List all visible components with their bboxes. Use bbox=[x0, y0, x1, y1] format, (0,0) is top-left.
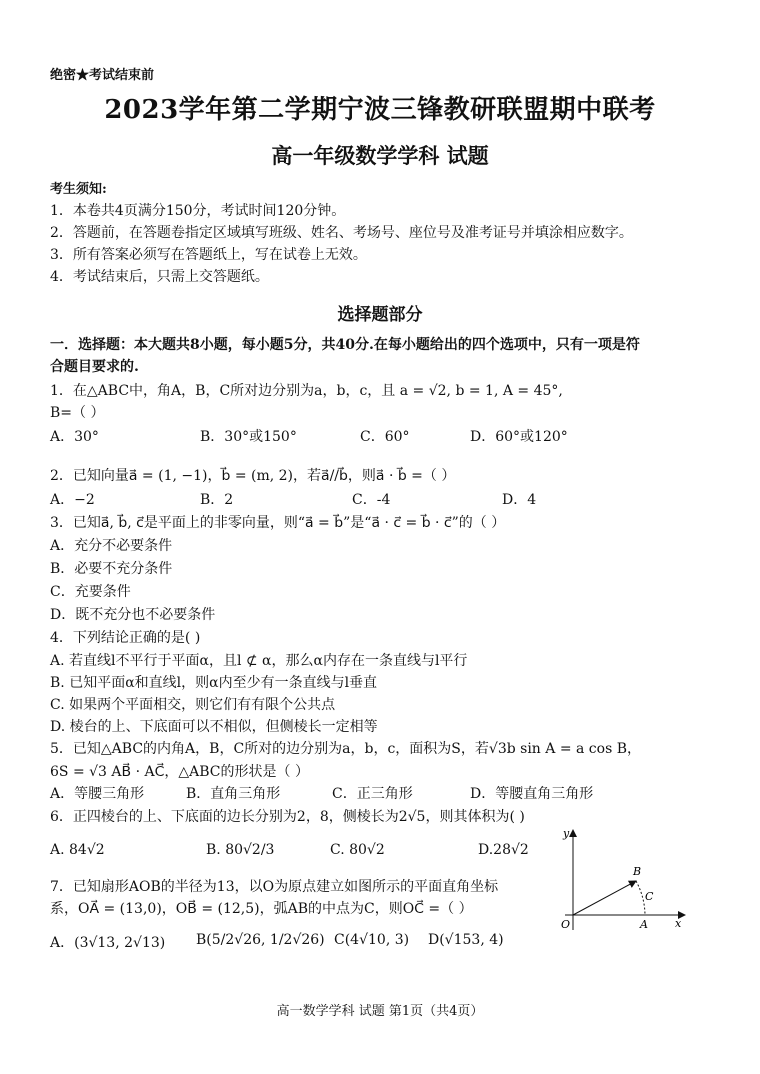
q4-option-a: A. 若直线l不平行于平面α，且l ⊄ α，那么α内存在一条直线与l平行 bbox=[50, 653, 468, 669]
exam-subtitle: 高一年级数学学科 试题 bbox=[271, 143, 489, 168]
q2-option-c: C．-4 bbox=[352, 492, 391, 508]
exam-title: 2023学年第二学期宁波三锋教研联盟期中联考 bbox=[104, 95, 656, 125]
label-y: y bbox=[563, 827, 570, 840]
q2-option-a: A．−2 bbox=[50, 492, 95, 508]
q5-stem-line-1: 5．已知△ABC的内角A，B，C所对的边分别为a，b，c，面积为S，若√3b sin A = a cos B， bbox=[50, 741, 641, 757]
label-o: O bbox=[561, 918, 571, 931]
q7-option-a: A．(3√13, 2√13) bbox=[50, 935, 166, 951]
q3-stem: 3．已知a⃗, b⃗, c⃗是平面上的非零向量，则“a⃗ = b⃗”是“a⃗ · c⃗ = b⃗ · c⃗”的（ ） bbox=[50, 515, 506, 531]
q1-option-a: A．30° bbox=[50, 429, 99, 445]
q2-option-b: B．2 bbox=[200, 492, 234, 508]
q1-stem-line-2: B=（ ） bbox=[50, 405, 105, 421]
q6-option-c: C. 80√2 bbox=[330, 842, 385, 858]
q5-option-c: C．正三角形 bbox=[332, 786, 413, 802]
q1-stem-line-1: 1．在△ABC中，角A，B，C所对边分别为a，b，c，且 a = √2, b = 1, A = 45°, bbox=[50, 383, 563, 399]
notice-heading: 考生须知: bbox=[50, 182, 107, 197]
part-intro-line-2: 合题目要求的. bbox=[50, 359, 139, 375]
label-c: C bbox=[645, 890, 654, 903]
q7-stem-line-2: 系，OA⃗ = (13,0)，OB⃗ = (12,5)，弧AB的中点为C，则OC⃗ =（ ） bbox=[50, 901, 473, 917]
q7-stem-line-1: 7．已知扇形AOB的半径为13，以O为原点建立如图所示的平面直角坐标 bbox=[50, 879, 499, 895]
notice-item-1: 1．本卷共4页满分150分，考试时间120分钟。 bbox=[50, 203, 346, 219]
q4-option-b: B. 已知平面α和直线l，则α内至少有一条直线与l垂直 bbox=[50, 675, 378, 691]
label-b: B bbox=[633, 865, 642, 878]
q6-option-d: D.28√2 bbox=[478, 842, 529, 858]
q7-option-c: C(4√10, 3) bbox=[334, 932, 410, 948]
section-title: 选择题部分 bbox=[337, 305, 423, 325]
q3-option-b: B．必要不充分条件 bbox=[50, 561, 173, 577]
page-footer: 高一数学学科 试题 第1页（共4页） bbox=[276, 1004, 484, 1019]
q3-option-d: D．既不充分也不必要条件 bbox=[50, 607, 216, 623]
q5-stem-line-2: 6S = √3 AB⃗ · AC⃗，△ABC的形状是（ ） bbox=[50, 764, 309, 780]
confidential-label: 绝密★考试结束前 bbox=[50, 68, 155, 83]
q2-stem: 2．已知向量a⃗ = (1, −1)，b⃗ = (m, 2)，若a⃗//b⃗，则a⃗ · b⃗ =（ ） bbox=[50, 468, 456, 484]
q7-option-b: B(5/2√26, 1/2√26) bbox=[196, 932, 325, 948]
q3-option-a: A．充分不必要条件 bbox=[50, 538, 173, 554]
arc-ab bbox=[636, 881, 645, 915]
q5-option-d: D．等腰直角三角形 bbox=[470, 786, 594, 802]
q4-option-d: D. 棱台的上、下底面可以不相似，但侧棱长一定相等 bbox=[50, 719, 378, 735]
sector-coordinate-figure bbox=[545, 825, 695, 935]
label-a: A bbox=[640, 918, 648, 931]
part-intro-line-1: 一．选择题：本大题共8小题，每小题5分，共40分.在每小题给出的四个选项中，只有一项是符 bbox=[50, 337, 640, 353]
q3-option-c: C．充要条件 bbox=[50, 584, 131, 600]
q4-stem: 4．下列结论正确的是( ) bbox=[50, 630, 201, 646]
q1-option-c: C．60° bbox=[360, 429, 410, 445]
q7-option-d: D(√153, 4) bbox=[428, 932, 504, 948]
q1-option-d: D．60°或120° bbox=[470, 429, 568, 445]
notice-item-2: 2．答题前，在答题卷指定区域填写班级、姓名、考场号、座位号及准考证号并填涂相应数字。 bbox=[50, 225, 633, 241]
notice-item-3: 3．所有答案必须写在答题纸上，写在试卷上无效。 bbox=[50, 247, 367, 263]
q1-option-b: B．30°或150° bbox=[200, 429, 297, 445]
vector-ob bbox=[573, 881, 636, 915]
q6-stem: 6．正四棱台的上、下底面的边长分别为2，8，侧棱长为2√5，则其体积为( ) bbox=[50, 809, 525, 825]
q4-option-c: C. 如果两个平面相交，则它们有有限个公共点 bbox=[50, 697, 336, 713]
q6-option-b: B. 80√2/3 bbox=[206, 842, 275, 858]
q5-option-a: A．等腰三角形 bbox=[50, 786, 145, 802]
label-x: x bbox=[675, 917, 682, 930]
q6-option-a: A. 84√2 bbox=[50, 842, 105, 858]
q2-option-d: D．4 bbox=[502, 492, 537, 508]
notice-item-4: 4．考试结束后，只需上交答题纸。 bbox=[50, 269, 269, 285]
q5-option-b: B．直角三角形 bbox=[186, 786, 281, 802]
